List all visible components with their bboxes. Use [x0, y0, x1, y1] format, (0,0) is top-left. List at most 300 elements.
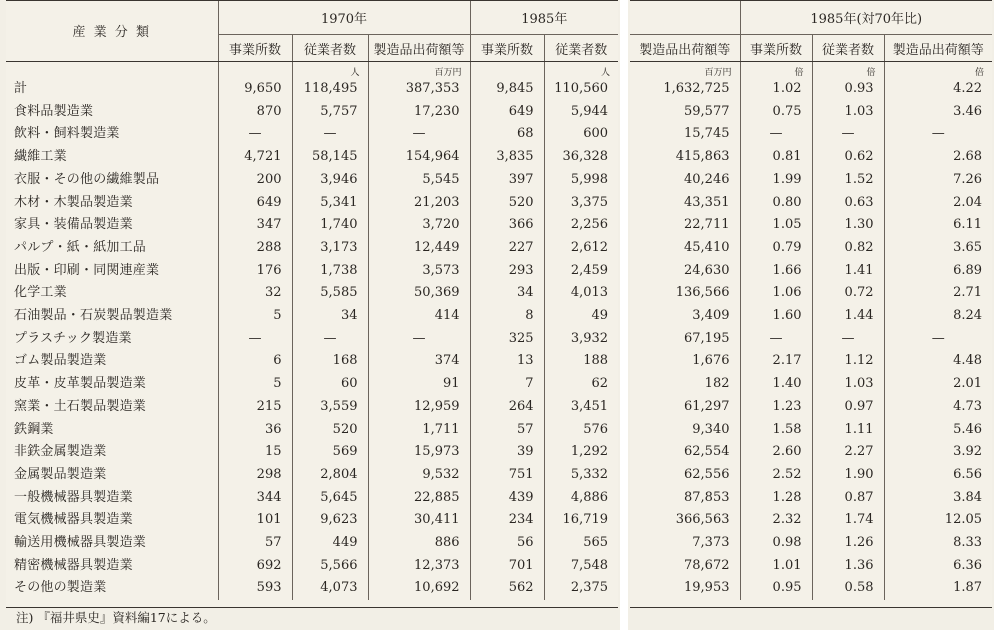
value-cell-e85: 68	[470, 123, 544, 146]
value-cell-e85: 9,845	[470, 78, 544, 101]
value-cell-s85: 1,632,725	[663, 81, 730, 96]
value-cell-s85: 22,711	[684, 217, 730, 233]
value-cell-rs: 4.22	[884, 78, 992, 101]
table-row	[6, 146, 618, 169]
industry-name-cell: 精密機械器具製造業	[14, 557, 133, 573]
value-cell-w85: 565	[544, 532, 618, 555]
value-cell-s70: 5,545	[368, 169, 470, 192]
table-row	[6, 305, 618, 328]
value-cell-e85: 439	[470, 487, 544, 510]
value-cell-rw: 0.63	[812, 192, 884, 215]
table-row	[6, 169, 618, 192]
value-cell-rw: 1.52	[812, 169, 884, 192]
industry-name-cell: 化学工業	[14, 285, 67, 301]
value-cell-w85: 3,932	[544, 328, 618, 351]
value-cell-rs: 12.05	[884, 509, 992, 532]
page-gutter	[620, 0, 628, 630]
value-cell-rs: 7.26	[884, 169, 992, 192]
table-row	[630, 396, 992, 419]
value-cell-e70: 215	[218, 396, 292, 419]
value-cell-rw: 1.74	[812, 509, 884, 532]
table-row	[630, 260, 992, 283]
value-cell-w70: 5,645	[292, 487, 368, 510]
industry-name-cell: 計	[14, 81, 28, 96]
unit-times: 倍	[812, 62, 884, 79]
value-cell-s85: 182	[704, 376, 730, 392]
value-cell-s70: 414	[368, 305, 470, 328]
value-cell-w70: 5,341	[292, 192, 368, 215]
value-cell-e70: —	[218, 328, 292, 351]
table-row	[630, 192, 992, 215]
value-cell-e85: 3,835	[470, 146, 544, 169]
value-cell-w70: 3,173	[292, 237, 368, 260]
table-row	[630, 509, 992, 532]
value-cell-w85: 3,451	[544, 396, 618, 419]
value-cell-s70: 22,885	[368, 487, 470, 510]
value-cell-re: 2.52	[740, 464, 812, 487]
value-cell-e70: 5	[218, 373, 292, 396]
value-cell-s70: —	[368, 328, 470, 351]
value-cell-s70: 1,711	[368, 419, 470, 442]
value-cell-rs: 4.73	[884, 396, 992, 419]
table-row	[6, 260, 618, 283]
table-row	[6, 509, 618, 532]
value-cell-e85: 8	[470, 305, 544, 328]
industry-name-cell: 鉄鋼業	[14, 421, 54, 437]
table-row	[6, 214, 618, 237]
value-cell-s85: 366,563	[675, 512, 730, 528]
value-cell-re: 1.99	[740, 169, 812, 192]
unit-person: 人	[544, 62, 618, 79]
value-cell-w70: 34	[292, 305, 368, 328]
value-cell-s85: 136,566	[675, 285, 730, 301]
table-row	[6, 577, 618, 600]
value-cell-w85: 2,375	[544, 577, 618, 600]
value-cell-w70: —	[292, 328, 368, 351]
value-cell-rs: 3.92	[884, 441, 992, 464]
industry-name-cell: 繊維工業	[14, 149, 67, 165]
value-cell-e85: 13	[470, 350, 544, 373]
col-employees-1985: 従業者数	[544, 35, 618, 62]
value-cell-e70: 200	[218, 169, 292, 192]
value-cell-w70: 520	[292, 419, 368, 442]
unit-times: 倍	[884, 62, 992, 79]
value-cell-rw: 1.03	[812, 373, 884, 396]
value-cell-e85: 56	[470, 532, 544, 555]
value-cell-rs: 8.33	[884, 532, 992, 555]
industry-name-cell: その他の製造業	[14, 580, 107, 596]
value-cell-s85: 61,297	[684, 398, 730, 414]
value-cell-rs: 3.65	[884, 237, 992, 260]
value-cell-w85: 188	[544, 350, 618, 373]
table-row	[630, 487, 992, 510]
value-cell-e70: 870	[218, 101, 292, 124]
value-cell-w70: 5,585	[292, 282, 368, 305]
value-cell-rw: 1.11	[812, 419, 884, 442]
value-cell-s85: 43,351	[684, 194, 730, 210]
table-row	[6, 192, 618, 215]
value-cell-e70: 176	[218, 260, 292, 283]
value-cell-rw: 1.44	[812, 305, 884, 328]
value-cell-e70: 57	[218, 532, 292, 555]
table-row	[630, 577, 992, 600]
table-row	[630, 328, 992, 351]
value-cell-w85: 62	[544, 373, 618, 396]
value-cell-e70: 593	[218, 577, 292, 600]
col-shipments-1985: 製造品出荷額等	[630, 35, 740, 62]
value-cell-s70: 12,449	[368, 237, 470, 260]
value-cell-w85: 5,332	[544, 464, 618, 487]
value-cell-e70: —	[218, 123, 292, 146]
value-cell-re: 1.40	[740, 373, 812, 396]
col-shipments-1970: 製造品出荷額等	[368, 35, 470, 62]
value-cell-rs: 5.46	[884, 419, 992, 442]
value-cell-e85: 562	[470, 577, 544, 600]
value-cell-rw: 1.41	[812, 260, 884, 283]
industry-name-cell: パルプ・紙・紙加工品	[14, 239, 147, 255]
industry-name-cell: ゴム製品製造業	[14, 353, 107, 369]
value-cell-w85: 3,375	[544, 192, 618, 215]
table-row	[6, 396, 618, 419]
value-cell-rs: —	[884, 123, 992, 146]
industry-name-cell: 木材・木製品製造業	[14, 194, 133, 210]
value-cell-s85: 78,672	[684, 557, 730, 573]
value-cell-s85: 40,246	[684, 171, 730, 187]
industry-name-cell: 家具・装備品製造業	[14, 217, 133, 233]
value-cell-w70: 118,495	[292, 78, 368, 101]
value-cell-w85: 576	[544, 419, 618, 442]
table-row	[6, 101, 618, 124]
year-1970-header: 1970年	[218, 1, 470, 35]
value-cell-e85: 7	[470, 373, 544, 396]
value-cell-e85: 397	[470, 169, 544, 192]
value-cell-e70: 6	[218, 350, 292, 373]
table-row	[6, 373, 618, 396]
value-cell-s85: 67,195	[684, 330, 730, 346]
value-cell-rw: 1.30	[812, 214, 884, 237]
value-cell-e70: 5	[218, 305, 292, 328]
value-cell-e70: 347	[218, 214, 292, 237]
value-cell-s70: 374	[368, 350, 470, 373]
value-cell-w70: —	[292, 123, 368, 146]
value-cell-s70: 3,720	[368, 214, 470, 237]
industry-name-cell: 窯業・土石製品製造業	[14, 398, 147, 414]
table-row	[630, 169, 992, 192]
value-cell-s70: 21,203	[368, 192, 470, 215]
value-cell-re: 1.58	[740, 419, 812, 442]
table-row	[630, 78, 992, 101]
value-cell-e70: 298	[218, 464, 292, 487]
value-cell-e70: 649	[218, 192, 292, 215]
industry-table-right	[630, 1, 992, 600]
value-cell-e70: 36	[218, 419, 292, 442]
value-cell-e70: 692	[218, 555, 292, 578]
value-cell-s85: 62,556	[684, 466, 730, 482]
value-cell-s70: 154,964	[368, 146, 470, 169]
table-row	[6, 123, 618, 146]
value-cell-e85: 34	[470, 282, 544, 305]
table-row	[6, 237, 618, 260]
value-cell-e70: 101	[218, 509, 292, 532]
value-cell-re: 0.81	[740, 146, 812, 169]
table-row	[6, 464, 618, 487]
value-cell-rs: 2.04	[884, 192, 992, 215]
unit-person: 人	[292, 62, 368, 79]
value-cell-re: 2.32	[740, 509, 812, 532]
value-cell-e85: 227	[470, 237, 544, 260]
table-left-page	[6, 0, 618, 608]
value-cell-re: 1.06	[740, 282, 812, 305]
value-cell-s85: 62,554	[684, 444, 730, 460]
industry-name-cell: 石油製品・石炭製品製造業	[14, 308, 173, 324]
value-cell-e85: 293	[470, 260, 544, 283]
value-cell-re: 0.79	[740, 237, 812, 260]
value-cell-e85: 57	[470, 419, 544, 442]
value-cell-rs: 1.87	[884, 577, 992, 600]
table-row	[630, 214, 992, 237]
value-cell-e85: 39	[470, 441, 544, 464]
value-cell-e70: 4,721	[218, 146, 292, 169]
value-cell-w70: 3,559	[292, 396, 368, 419]
value-cell-rw: 2.27	[812, 441, 884, 464]
value-cell-s85: 9,340	[692, 421, 730, 437]
industry-name-cell: プラスチック製造業	[14, 330, 132, 346]
value-cell-s70: 12,373	[368, 555, 470, 578]
value-cell-s70: 17,230	[368, 101, 470, 124]
value-cell-e85: 264	[470, 396, 544, 419]
value-cell-e85: 366	[470, 214, 544, 237]
value-cell-rs: 6.89	[884, 260, 992, 283]
col-establishments-1970: 事業所数	[218, 35, 292, 62]
table-row	[630, 532, 992, 555]
value-cell-e85: 325	[470, 328, 544, 351]
col-employees-1970: 従業者数	[292, 35, 368, 62]
industry-name-cell: 飲料・飼料製造業	[14, 126, 120, 142]
table-row	[630, 282, 992, 305]
value-cell-w85: 2,256	[544, 214, 618, 237]
value-cell-w70: 58,145	[292, 146, 368, 169]
value-cell-re: 1.23	[740, 396, 812, 419]
value-cell-rs: 2.01	[884, 373, 992, 396]
value-cell-re: 0.98	[740, 532, 812, 555]
industry-name-cell: 金属製品製造業	[14, 466, 107, 482]
industry-table-left	[6, 1, 618, 600]
value-cell-s70: 886	[368, 532, 470, 555]
value-cell-s70: 50,369	[368, 282, 470, 305]
table-row	[630, 419, 992, 442]
value-cell-w85: 600	[544, 123, 618, 146]
unit-million-yen: 百万円	[368, 62, 470, 79]
table-row	[6, 282, 618, 305]
value-cell-w85: 49	[544, 305, 618, 328]
value-cell-rw: 0.82	[812, 237, 884, 260]
value-cell-w85: 7,548	[544, 555, 618, 578]
value-cell-e70: 9,650	[218, 78, 292, 101]
value-cell-s85: 3,409	[692, 308, 730, 324]
value-cell-e70: 344	[218, 487, 292, 510]
value-cell-w85: 110,560	[544, 78, 618, 101]
table-right-page	[630, 0, 992, 608]
value-cell-s85: 24,630	[684, 262, 730, 278]
value-cell-w70: 449	[292, 532, 368, 555]
value-cell-re: 0.80	[740, 192, 812, 215]
table-row	[630, 441, 992, 464]
value-cell-rw: 1.36	[812, 555, 884, 578]
value-cell-w70: 3,946	[292, 169, 368, 192]
value-cell-rs: 3.84	[884, 487, 992, 510]
col-ratio-shipments: 製造品出荷額等	[884, 35, 992, 62]
value-cell-s85: 45,410	[684, 239, 730, 255]
source-note: 注) 『福井県史』資料編17による。	[16, 610, 216, 625]
value-cell-rw: 1.90	[812, 464, 884, 487]
unit-times: 倍	[740, 62, 812, 79]
value-cell-re: 2.60	[740, 441, 812, 464]
col-ratio-establishments: 事業所数	[740, 35, 812, 62]
table-row	[630, 464, 992, 487]
value-cell-rw: 0.72	[812, 282, 884, 305]
value-cell-w85: 4,886	[544, 487, 618, 510]
value-cell-rw: 0.87	[812, 487, 884, 510]
value-cell-w70: 5,757	[292, 101, 368, 124]
col-ratio-employees: 従業者数	[812, 35, 884, 62]
value-cell-rs: 2.68	[884, 146, 992, 169]
value-cell-w70: 4,073	[292, 577, 368, 600]
value-cell-s85: 7,373	[692, 535, 730, 551]
value-cell-s70: 3,573	[368, 260, 470, 283]
year-1985-header: 1985年	[470, 1, 618, 35]
value-cell-rw: 1.03	[812, 101, 884, 124]
industry-name-cell: 皮革・皮革製品製造業	[14, 376, 147, 392]
value-cell-rw: 0.62	[812, 146, 884, 169]
table-row	[630, 146, 992, 169]
value-cell-s70: 9,532	[368, 464, 470, 487]
value-cell-e85: 649	[470, 101, 544, 124]
value-cell-rs: 8.24	[884, 305, 992, 328]
value-cell-rs: 6.56	[884, 464, 992, 487]
value-cell-e70: 15	[218, 441, 292, 464]
value-cell-rs: 6.11	[884, 214, 992, 237]
value-cell-rw: 0.58	[812, 577, 884, 600]
value-cell-rs: 2.71	[884, 282, 992, 305]
value-cell-s70: 12,959	[368, 396, 470, 419]
value-cell-w85: 2,459	[544, 260, 618, 283]
value-cell-s85: 1,676	[692, 353, 730, 369]
value-cell-re: 0.75	[740, 101, 812, 124]
industry-name-cell: 非鉄金属製造業	[14, 444, 107, 460]
value-cell-w85: 2,612	[544, 237, 618, 260]
value-cell-re: 1.28	[740, 487, 812, 510]
table-row	[630, 350, 992, 373]
value-cell-rw: 0.97	[812, 396, 884, 419]
value-cell-e85: 234	[470, 509, 544, 532]
table-row	[6, 419, 618, 442]
value-cell-s70: 387,353	[368, 78, 470, 101]
value-cell-re: —	[740, 328, 812, 351]
value-cell-rs: —	[884, 328, 992, 351]
value-cell-re: 1.01	[740, 555, 812, 578]
industry-name-cell: 電気機械器具製造業	[14, 512, 133, 528]
value-cell-e70: 32	[218, 282, 292, 305]
col-establishments-1985: 事業所数	[470, 35, 544, 62]
value-cell-re: 1.05	[740, 214, 812, 237]
table-row	[630, 555, 992, 578]
value-cell-e85: 701	[470, 555, 544, 578]
industry-name-cell: 輸送用機械器具製造業	[14, 535, 147, 551]
value-cell-w70: 168	[292, 350, 368, 373]
table-row	[6, 78, 618, 101]
value-cell-rs: 3.46	[884, 101, 992, 124]
value-cell-rw: 1.26	[812, 532, 884, 555]
value-cell-rs: 6.36	[884, 555, 992, 578]
table-row	[630, 123, 992, 146]
table-row	[6, 328, 618, 351]
value-cell-re: —	[740, 123, 812, 146]
value-cell-re: 1.66	[740, 260, 812, 283]
value-cell-re: 0.95	[740, 577, 812, 600]
value-cell-rw: —	[812, 328, 884, 351]
value-cell-w70: 1,738	[292, 260, 368, 283]
value-cell-s85: 415,863	[675, 149, 730, 165]
industry-name-cell: 食料品製造業	[14, 103, 94, 119]
value-cell-w70: 2,804	[292, 464, 368, 487]
table-row	[6, 350, 618, 373]
value-cell-w85: 16,719	[544, 509, 618, 532]
value-cell-e70: 288	[218, 237, 292, 260]
ratio-header: 1985年(対70年比)	[740, 1, 992, 35]
value-cell-w70: 569	[292, 441, 368, 464]
table-row	[6, 555, 618, 578]
value-cell-w85: 1,292	[544, 441, 618, 464]
value-cell-w85: 5,944	[544, 101, 618, 124]
value-cell-rs: 4.48	[884, 350, 992, 373]
value-cell-w70: 60	[292, 373, 368, 396]
value-cell-w85: 5,998	[544, 169, 618, 192]
industry-name-cell: 一般機械器具製造業	[14, 489, 133, 505]
value-cell-s70: 10,692	[368, 577, 470, 600]
value-cell-rw: 0.93	[812, 78, 884, 101]
value-cell-s85: 59,577	[684, 103, 730, 119]
value-cell-re: 2.17	[740, 350, 812, 373]
value-cell-re: 1.02	[740, 78, 812, 101]
value-cell-w70: 1,740	[292, 214, 368, 237]
table-row	[630, 373, 992, 396]
value-cell-w85: 4,013	[544, 282, 618, 305]
value-cell-w85: 36,328	[544, 146, 618, 169]
value-cell-s85: 19,953	[684, 580, 730, 596]
table-row	[630, 237, 992, 260]
value-cell-w70: 9,623	[292, 509, 368, 532]
table-row	[6, 487, 618, 510]
value-cell-re: 1.60	[740, 305, 812, 328]
value-cell-s70: 91	[368, 373, 470, 396]
industry-name-cell: 出版・印刷・同関連産業	[14, 262, 160, 278]
value-cell-e85: 751	[470, 464, 544, 487]
value-cell-s85: 87,853	[684, 489, 730, 505]
value-cell-rw: 1.12	[812, 350, 884, 373]
table-row	[6, 441, 618, 464]
value-cell-s70: 30,411	[368, 509, 470, 532]
value-cell-rw: —	[812, 123, 884, 146]
value-cell-e85: 520	[470, 192, 544, 215]
category-header: 産 業 分 類	[6, 1, 218, 62]
value-cell-s70: —	[368, 123, 470, 146]
table-row	[630, 101, 992, 124]
value-cell-s70: 15,973	[368, 441, 470, 464]
value-cell-w70: 5,566	[292, 555, 368, 578]
unit-million-yen: 百万円	[704, 68, 732, 78]
table-row	[6, 532, 618, 555]
table-row	[630, 305, 992, 328]
